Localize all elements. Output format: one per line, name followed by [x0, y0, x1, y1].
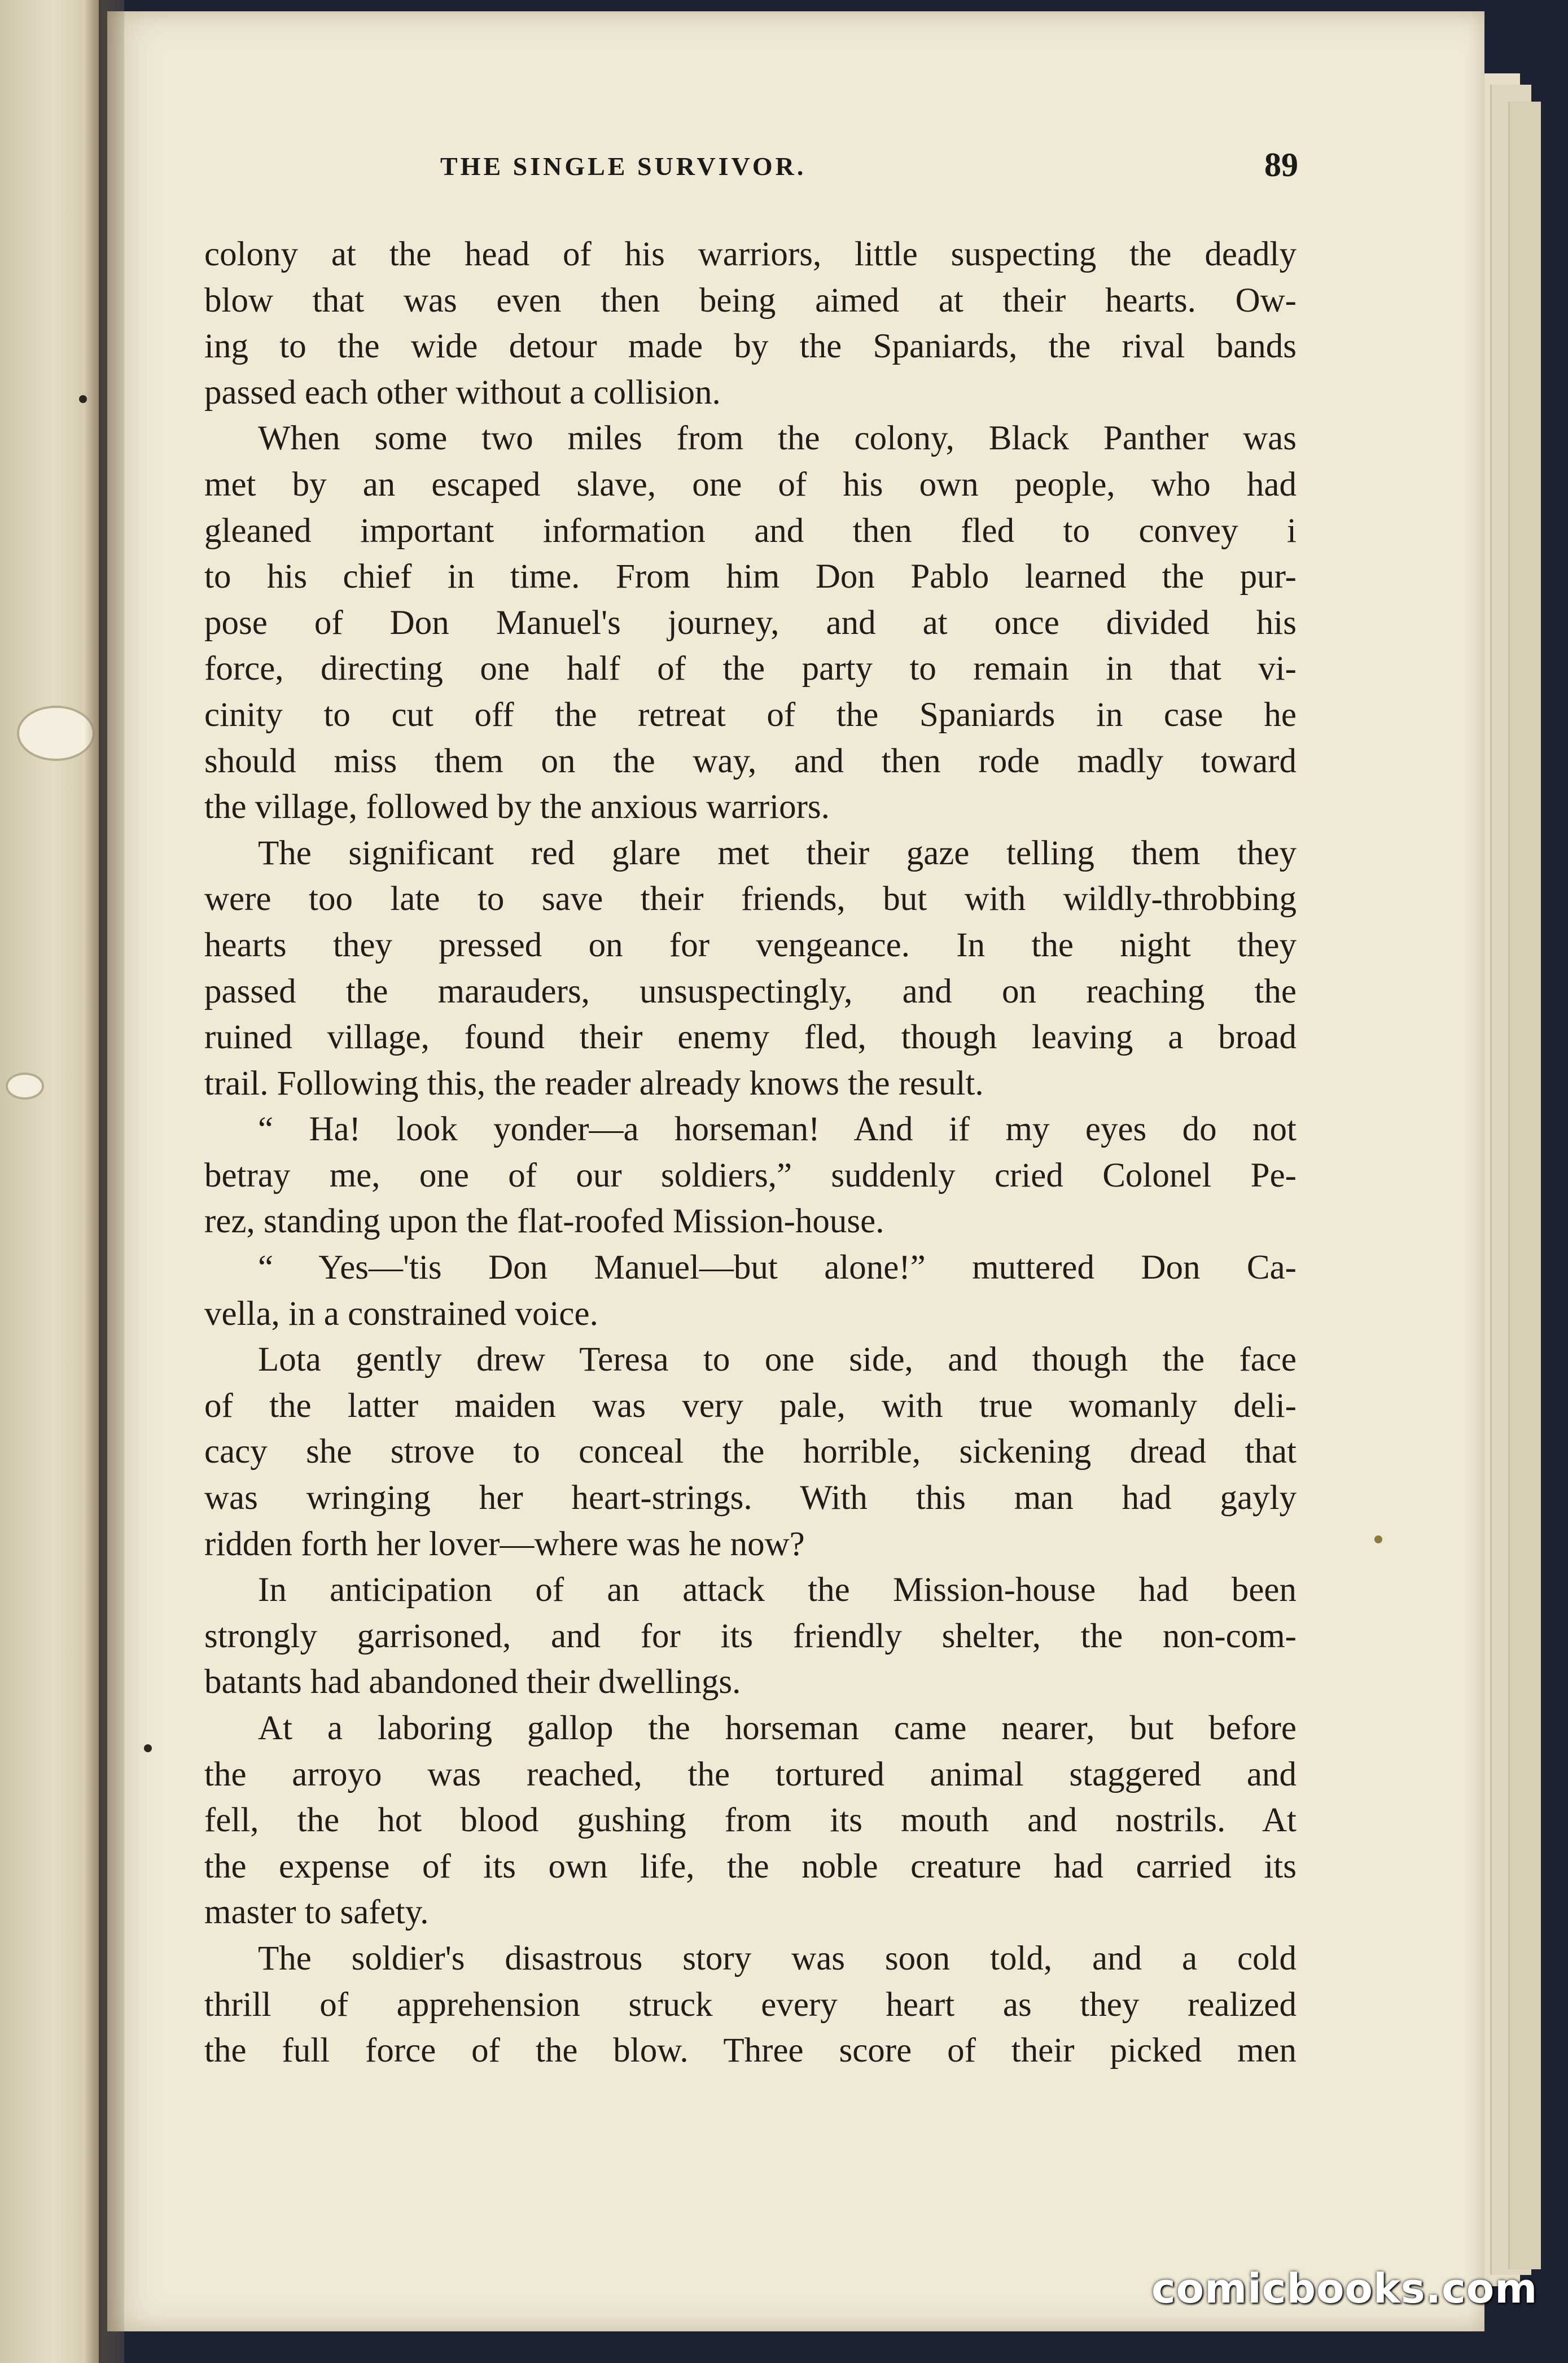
text-line: were too late to save their friends, but with wildly-throbbing [204, 880, 1297, 918]
text-line: of the latter maiden was very pale, with true womanly deli- [204, 1386, 1297, 1425]
text-line: ing to the wide detour made by the Spaniards, the rival bands [204, 327, 1297, 366]
text-line: blow that was even then being aimed at their hearts. Ow- [204, 281, 1297, 320]
text-line: “ Ha! look yonder—a horseman! And if my eyes do not [258, 1110, 1297, 1149]
text-line: In anticipation of an attack the Mission-house had been [258, 1571, 1297, 1609]
text-line: colony at the head of his warriors, little suspecting the deadly [204, 235, 1297, 273]
text-line: cacy she strove to conceal the horrible, sickening dread that [204, 1433, 1297, 1471]
watermark-logo: comicbooks.com [1151, 2265, 1538, 2312]
text-line: force, directing one half of the party to remain in that vi- [204, 650, 1297, 688]
text-line: ridden forth her lover—where was he now? [204, 1525, 805, 1563]
text-line: At a laboring gallop the horseman came nearer, but before [258, 1709, 1297, 1747]
text-line: cinity to cut off the retreat of the Spaniards in case he [204, 695, 1297, 734]
text-line: Lota gently drew Teresa to one side, and though the face [258, 1341, 1297, 1379]
ink-speck [144, 1744, 152, 1752]
text-line: passed the marauders, unsuspectingly, and on reaching the [204, 972, 1297, 1010]
text-line: strongly garrisoned, and for its friendly shelter, the non-com- [204, 1617, 1297, 1655]
binding-hole [6, 1073, 44, 1100]
text-line: When some two miles from the colony, Black Panther was [258, 419, 1297, 458]
text-line: thrill of apprehension struck every heart as they realized [204, 1985, 1297, 2024]
text-line: batants had abandoned their dwellings. [204, 1663, 741, 1701]
text-line: master to safety. [204, 1893, 429, 1932]
page-number: 89 [1264, 146, 1298, 183]
page-edge [1508, 102, 1541, 2269]
binding-hole [17, 706, 95, 761]
text-line: met by an escaped slave, one of his own people, who had [204, 465, 1297, 504]
text-line: was wringing her heart-strings. With this man had gayly [204, 1479, 1297, 1517]
left-facing-page-edge [0, 0, 99, 2363]
text-line: ruined village, found their enemy fled, though leaving a broad [204, 1018, 1297, 1057]
text-line: gleaned important information and then fled to convey i [204, 511, 1297, 550]
text-line: “ Yes—'tis Don Manuel—but alone!” muttered Don Ca- [258, 1249, 1297, 1287]
ink-speck [79, 395, 87, 403]
text-line: betray me, one of our soldiers,” suddenly cried Colonel Pe- [204, 1156, 1297, 1194]
text-line: pose of Don Manuel's journey, and at once divided his [204, 603, 1297, 642]
text-line: the village, followed by the anxious warriors. [204, 788, 830, 826]
text-line: The significant red glare met their gaze telling them they [258, 834, 1297, 872]
text-line: hearts they pressed on for vengeance. In the night they [204, 926, 1297, 964]
text-line: the expense of its own life, the noble creature had carried its [204, 1847, 1297, 1885]
body-text [204, 231, 1297, 2074]
running-head: THE SINGLE SURVIVOR. [440, 152, 807, 181]
text-line: passed each other without a collision. [204, 373, 721, 412]
ink-speck [1374, 1535, 1382, 1543]
text-line: trail. Following this, the reader already knows the result. [204, 1064, 984, 1102]
text-line: the full force of the blow. Three score of their picked men [204, 2032, 1297, 2070]
gutter-shadow [85, 0, 124, 2363]
text-line: The soldier's disastrous story was soon told, and a cold [258, 1939, 1297, 1977]
text-line: to his chief in time. From him Don Pablo learned the pur- [204, 558, 1297, 596]
text-line: the arroyo was reached, the tortured animal staggered and [204, 1755, 1297, 1793]
text-line: fell, the hot blood gushing from its mouth and nostrils. At [204, 1801, 1297, 1840]
text-line: rez, standing upon the flat-roofed Mission-house. [204, 1202, 884, 1241]
text-line: should miss them on the way, and then rode madly toward [204, 742, 1297, 780]
text-line: vella, in a constrained voice. [204, 1294, 598, 1333]
